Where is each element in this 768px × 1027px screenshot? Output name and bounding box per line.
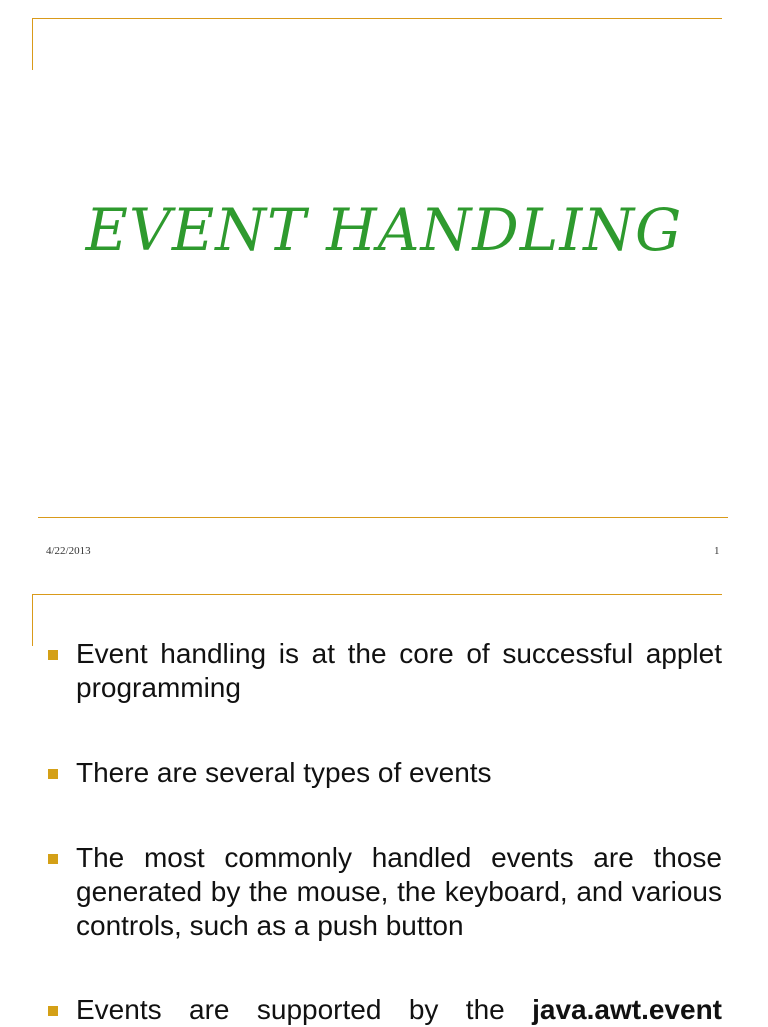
left-rule (32, 18, 33, 70)
footer-date: 4/22/2013 (46, 545, 91, 557)
footer-rule (38, 517, 728, 518)
slide-2 (0, 580, 768, 1024)
list-item (48, 993, 722, 1027)
bullet-square-icon (48, 854, 58, 864)
top-rule (32, 594, 722, 595)
list-item (48, 637, 722, 705)
left-rule (32, 594, 33, 646)
bullet-square-icon (48, 769, 58, 779)
top-rule (32, 18, 722, 19)
bullet-square-icon (48, 1006, 58, 1016)
list-item (48, 756, 722, 790)
bullet-text: There are several types of events (76, 757, 492, 788)
bullet-text: Event handling is at the core of successful applet programming (76, 638, 722, 703)
list-item (48, 841, 722, 943)
footer-page-number: 1 (714, 545, 720, 557)
package-name: java.awt.event (532, 994, 722, 1025)
slide-title: EVENT HANDLING (85, 196, 683, 264)
bullet-square-icon (48, 650, 58, 660)
bullet-text-prefix: Events are supported by the (76, 994, 533, 1025)
bullet-text (76, 993, 722, 1027)
bullet-text: The most commonly handled events are those generated by the mouse, the keyboard, and various controls, such as a push button (76, 842, 722, 941)
